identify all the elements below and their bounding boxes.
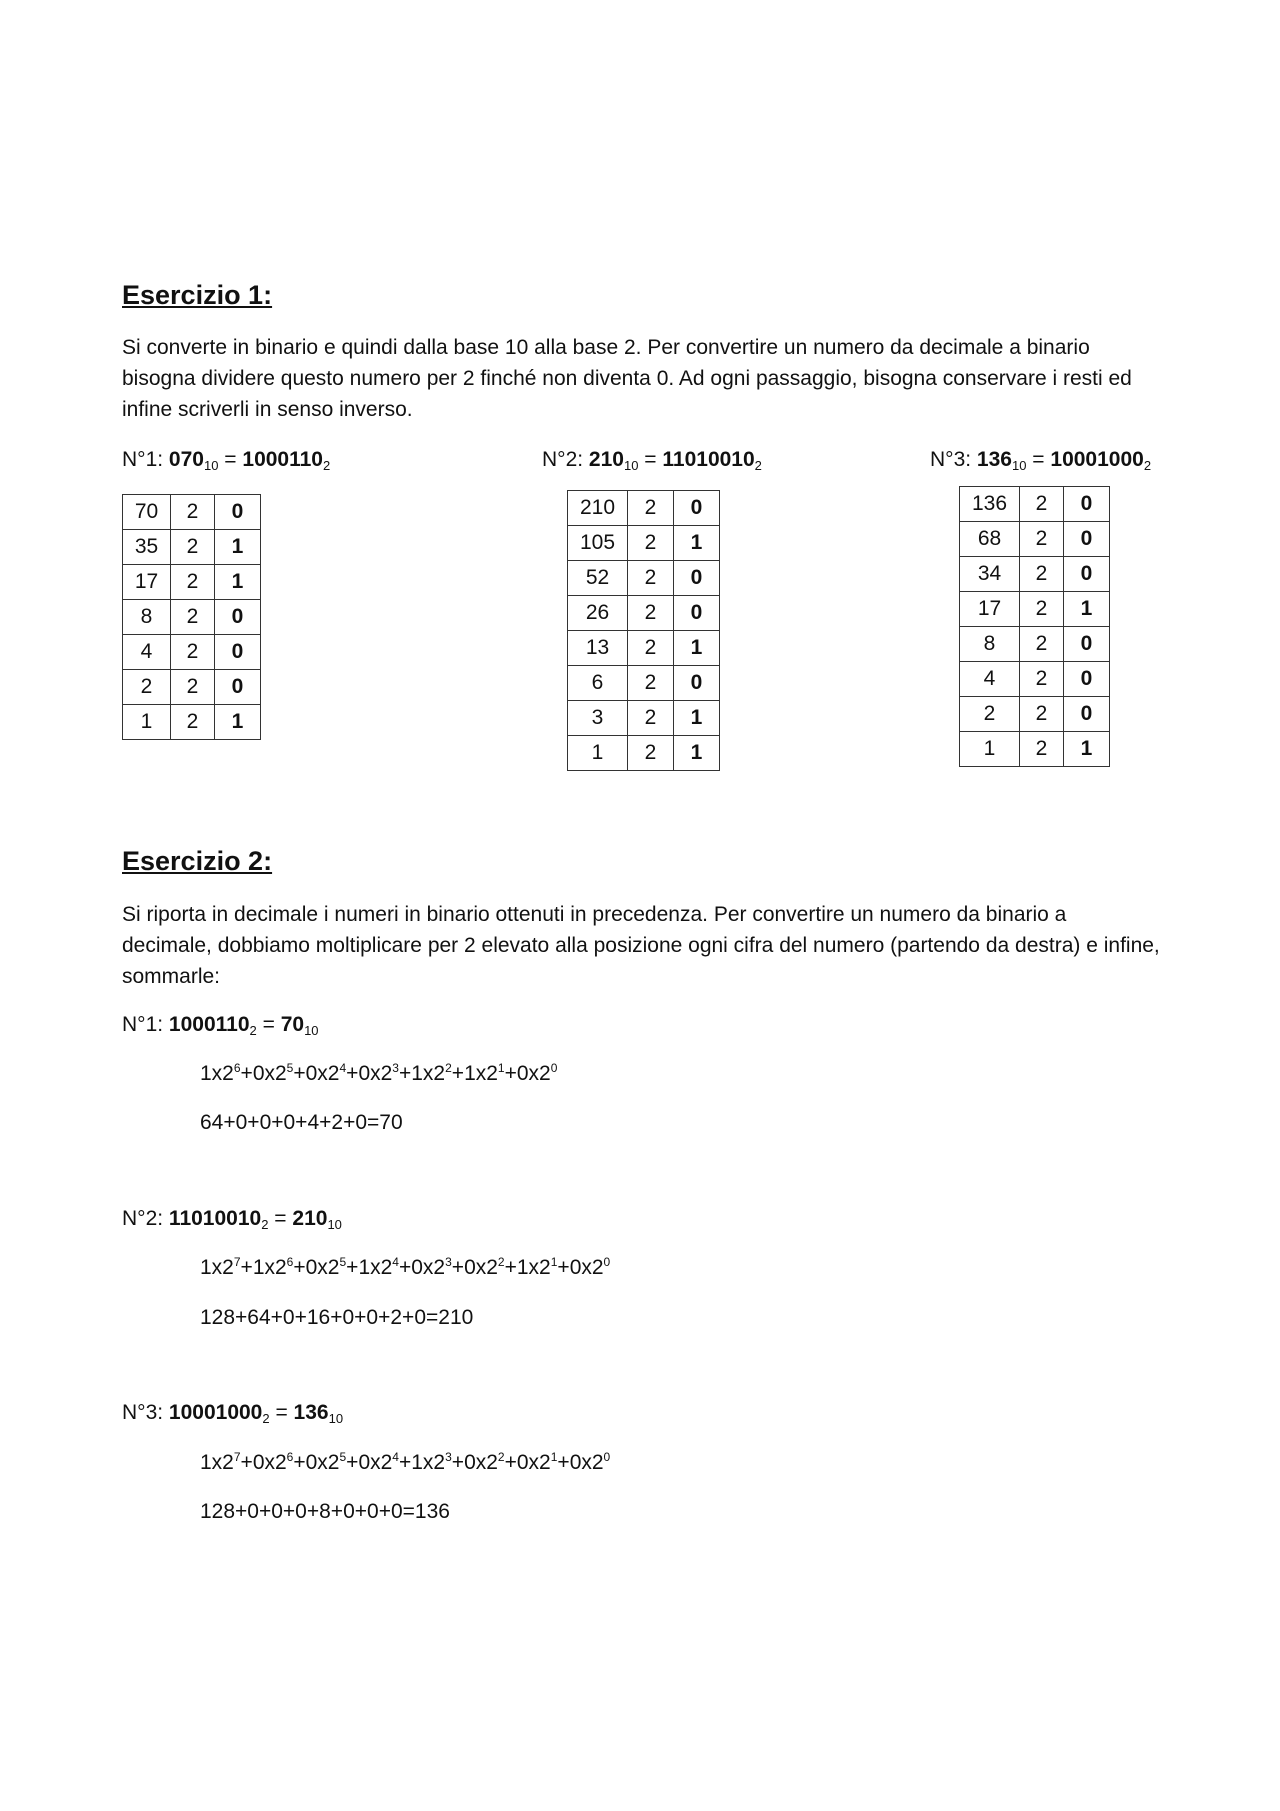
term-coefficient: 1x2 — [200, 1256, 234, 1279]
equals-sign: = — [644, 448, 657, 471]
term-exponent: 3 — [445, 1450, 452, 1464]
term-coefficient: 1x2 — [252, 1256, 287, 1279]
decimal-value: 210 — [292, 1207, 328, 1230]
term-coefficient: 0x2 — [569, 1256, 604, 1279]
term-exponent: 0 — [603, 1450, 611, 1464]
term-exponent: 0 — [603, 1255, 611, 1269]
divisor-cell: 2 — [1020, 662, 1064, 697]
table-row — [568, 561, 720, 596]
remainder-cell: 0 — [674, 596, 720, 631]
term-exponent: 4 — [392, 1255, 399, 1269]
term-separator: + — [451, 1451, 465, 1474]
expansion-formula-1 — [200, 1062, 557, 1086]
term-exponent: 4 — [339, 1061, 347, 1075]
reverse-conversion-3-header — [122, 1401, 343, 1425]
term-coefficient: 1x2 — [516, 1256, 551, 1279]
exercise-2-title: Esercizio 2: — [122, 846, 273, 876]
conversion-label: N°1: — [122, 1013, 164, 1036]
term-exponent: 5 — [339, 1450, 347, 1464]
dividend-cell: 210 — [568, 491, 628, 526]
decimal-value: 136 — [293, 1401, 329, 1424]
term-separator: + — [504, 1256, 517, 1279]
term-exponent: 7 — [233, 1255, 241, 1269]
table-row — [123, 495, 261, 530]
term-coefficient: 1x2 — [411, 1451, 446, 1474]
remainder-cell: 0 — [1064, 557, 1110, 592]
remainder-cell: 0 — [215, 600, 261, 635]
exercise-2-intro: Si riporta in decimale i numeri in binario ottenuti in precedenza. Per convertire un numero da binario a decimale, dobbiamo moltiplicare per 2 elevato alla posizione ogni cifra del numero (partendo da destra) e infine, sommarle: — [122, 903, 1160, 988]
table-row — [568, 666, 720, 701]
term-separator: + — [293, 1451, 306, 1474]
divisor-cell: 2 — [628, 666, 674, 701]
table-row — [568, 631, 720, 666]
remainder-cell: 1 — [674, 526, 720, 561]
conversion-label: N°2: — [542, 448, 584, 471]
dividend-cell: 8 — [960, 627, 1020, 662]
binary-value: 11010010 — [168, 1207, 262, 1230]
remainder-cell: 1 — [674, 631, 720, 666]
term-separator: + — [240, 1451, 253, 1474]
table-row — [960, 487, 1110, 522]
binary-value: 1000110 — [168, 1013, 250, 1036]
term-coefficient: 0x2 — [305, 1256, 340, 1279]
remainder-cell: 0 — [674, 491, 720, 526]
term-exponent: 6 — [286, 1255, 294, 1269]
expansion-formula-3 — [200, 1451, 610, 1475]
term-exponent: 3 — [392, 1061, 399, 1075]
decimal-value: 070 — [168, 448, 204, 471]
term-separator: + — [240, 1256, 253, 1279]
remainder-cell: 0 — [215, 495, 261, 530]
remainder-cell: 0 — [1064, 487, 1110, 522]
base-subscript: 2 — [261, 1217, 269, 1232]
dividend-cell: 136 — [960, 487, 1020, 522]
remainder-cell: 0 — [1064, 697, 1110, 732]
expansion-sum-1: 64+0+0+0+4+2+0=70 — [200, 1111, 403, 1134]
exercise-1-intro: Si converte in binario e quindi dalla base 10 alla base 2. Per convertire un numero da decimale a binario bisogna dividere questo numero per 2 finché non diventa 0. Ad ogni passaggio, bisogna conservare i resti ed infine scriverli in senso inverso. — [122, 336, 1132, 421]
dividend-cell: 1 — [123, 705, 171, 740]
term-coefficient: 0x2 — [305, 1062, 340, 1085]
decimal-value: 210 — [588, 448, 624, 471]
table-row — [960, 697, 1110, 732]
dividend-cell: 4 — [960, 662, 1020, 697]
term-coefficient: 1x2 — [464, 1062, 498, 1085]
table-row — [123, 565, 261, 600]
base-subscript: 10 — [304, 1023, 319, 1038]
table-row — [123, 600, 261, 635]
base-subscript: 2 — [262, 1411, 270, 1426]
binary-value: 10001000 — [1050, 448, 1144, 471]
term-exponent: 7 — [233, 1450, 241, 1464]
term-separator: + — [346, 1256, 359, 1279]
table-row — [960, 627, 1110, 662]
term-separator: + — [293, 1062, 306, 1085]
term-coefficient: 0x2 — [252, 1451, 287, 1474]
decimal-value: 70 — [280, 1013, 305, 1036]
equals-sign: = — [275, 1401, 288, 1424]
remainder-cell: 0 — [674, 666, 720, 701]
divisor-cell: 2 — [1020, 557, 1064, 592]
division-table-3 — [959, 486, 1110, 767]
dividend-cell: 34 — [960, 557, 1020, 592]
term-separator: + — [504, 1451, 517, 1474]
binary-value: 11010010 — [662, 448, 755, 471]
dividend-cell: 1 — [960, 732, 1020, 767]
divisor-cell: 2 — [171, 600, 215, 635]
table-row — [960, 662, 1110, 697]
remainder-cell: 0 — [215, 670, 261, 705]
dividend-cell: 26 — [568, 596, 628, 631]
remainder-cell: 0 — [674, 561, 720, 596]
divisor-cell: 2 — [1020, 592, 1064, 627]
term-coefficient: 1x2 — [358, 1256, 393, 1279]
remainder-cell: 1 — [1064, 732, 1110, 767]
dividend-cell: 13 — [568, 631, 628, 666]
dividend-cell: 2 — [960, 697, 1020, 732]
base-subscript: 10 — [623, 458, 639, 473]
table-row — [568, 596, 720, 631]
dividend-cell: 6 — [568, 666, 628, 701]
term-exponent: 1 — [550, 1255, 558, 1269]
term-exponent: 5 — [286, 1061, 294, 1075]
divisor-cell: 2 — [171, 565, 215, 600]
table-row — [123, 530, 261, 565]
term-separator: + — [293, 1256, 306, 1279]
base-subscript: 10 — [327, 1217, 342, 1232]
exercise-1-title: Esercizio 1: — [122, 280, 273, 310]
remainder-cell: 1 — [1064, 592, 1110, 627]
conversion-label: N°2: — [122, 1207, 164, 1230]
base-subscript: 2 — [1143, 458, 1152, 473]
term-exponent: 2 — [497, 1255, 505, 1269]
term-separator: + — [557, 1256, 570, 1279]
expansion-sum-3: 128+0+0+0+8+0+0+0=136 — [200, 1500, 450, 1523]
dividend-cell: 52 — [568, 561, 628, 596]
term-separator: + — [451, 1256, 465, 1279]
term-exponent: 6 — [286, 1450, 294, 1464]
expansion-formula-2 — [200, 1256, 610, 1280]
term-exponent: 4 — [392, 1450, 399, 1464]
divisor-cell: 2 — [171, 495, 215, 530]
table-row — [960, 592, 1110, 627]
remainder-cell: 1 — [674, 701, 720, 736]
dividend-cell: 17 — [123, 565, 171, 600]
binary-value: 10001000 — [168, 1401, 263, 1424]
divisor-cell: 2 — [628, 631, 674, 666]
remainder-cell: 0 — [215, 635, 261, 670]
term-exponent: 6 — [233, 1061, 241, 1075]
base-subscript: 10 — [328, 1411, 344, 1426]
equals-sign: = — [262, 1013, 275, 1036]
term-coefficient: 1x2 — [200, 1451, 234, 1474]
table-row — [960, 732, 1110, 767]
table-row — [568, 491, 720, 526]
table-row — [123, 670, 261, 705]
term-coefficient: 0x2 — [252, 1062, 287, 1085]
term-exponent: 5 — [339, 1255, 347, 1269]
term-separator: + — [398, 1256, 412, 1279]
term-coefficient: 1x2 — [200, 1062, 234, 1085]
table-row — [568, 701, 720, 736]
table-row — [960, 522, 1110, 557]
dividend-cell: 68 — [960, 522, 1020, 557]
base-subscript: 10 — [1011, 458, 1027, 473]
term-coefficient: 0x2 — [358, 1062, 393, 1085]
base-subscript: 2 — [754, 458, 762, 473]
term-exponent: 1 — [550, 1450, 558, 1464]
divisor-cell: 2 — [1020, 732, 1064, 767]
term-coefficient: 0x2 — [464, 1451, 498, 1474]
base-subscript: 10 — [203, 458, 219, 473]
dividend-cell: 3 — [568, 701, 628, 736]
reverse-conversion-2-header — [122, 1207, 342, 1231]
conversion-label: N°1: — [122, 448, 164, 471]
term-coefficient: 0x2 — [464, 1256, 498, 1279]
term-exponent: 3 — [445, 1255, 452, 1269]
divisor-cell: 2 — [628, 736, 674, 771]
term-exponent: 2 — [497, 1450, 505, 1464]
term-exponent: 2 — [445, 1061, 452, 1075]
base-subscript: 2 — [323, 458, 331, 473]
divisor-cell: 2 — [628, 561, 674, 596]
remainder-cell: 0 — [1064, 662, 1110, 697]
divisor-cell: 2 — [1020, 487, 1064, 522]
dividend-cell: 4 — [123, 635, 171, 670]
table-row — [123, 635, 261, 670]
divisor-cell: 2 — [171, 530, 215, 565]
term-exponent: 1 — [497, 1061, 505, 1075]
decimal-value: 136 — [976, 448, 1012, 471]
equals-sign: = — [1032, 448, 1045, 471]
remainder-cell: 1 — [674, 736, 720, 771]
remainder-cell: 1 — [215, 530, 261, 565]
table-row — [960, 557, 1110, 592]
conversion-1-header — [122, 448, 330, 472]
conversion-label: N°3: — [122, 1401, 164, 1424]
dividend-cell: 35 — [123, 530, 171, 565]
remainder-cell: 0 — [1064, 522, 1110, 557]
term-separator: + — [346, 1451, 359, 1474]
dividend-cell: 17 — [960, 592, 1020, 627]
binary-value: 1000110 — [242, 448, 323, 471]
term-separator: + — [398, 1451, 412, 1474]
term-coefficient: 0x2 — [305, 1451, 340, 1474]
term-separator: + — [240, 1062, 253, 1085]
term-separator: + — [451, 1062, 465, 1085]
divisor-cell: 2 — [628, 596, 674, 631]
dividend-cell: 8 — [123, 600, 171, 635]
term-coefficient: 1x2 — [411, 1062, 446, 1085]
dividend-cell: 2 — [123, 670, 171, 705]
table-row — [568, 736, 720, 771]
division-table-1 — [122, 494, 261, 740]
equals-sign: = — [274, 1207, 287, 1230]
divisor-cell: 2 — [171, 705, 215, 740]
term-coefficient: 0x2 — [358, 1451, 393, 1474]
term-separator: + — [346, 1062, 359, 1085]
divisor-cell: 2 — [628, 701, 674, 736]
divisor-cell: 2 — [171, 670, 215, 705]
base-subscript: 2 — [249, 1023, 257, 1038]
term-separator: + — [504, 1062, 517, 1085]
divisor-cell: 2 — [1020, 697, 1064, 732]
term-coefficient: 0x2 — [516, 1451, 551, 1474]
conversion-2-header — [542, 448, 762, 472]
table-row — [568, 526, 720, 561]
term-separator: + — [398, 1062, 412, 1085]
term-coefficient: 0x2 — [411, 1256, 446, 1279]
conversion-label: N°3: — [930, 448, 972, 471]
term-coefficient: 0x2 — [569, 1451, 604, 1474]
divisor-cell: 2 — [1020, 522, 1064, 557]
conversion-3-header — [930, 448, 1151, 472]
divisor-cell: 2 — [171, 635, 215, 670]
reverse-conversion-1-header — [122, 1013, 319, 1037]
term-exponent: 0 — [550, 1061, 558, 1075]
divisor-cell: 2 — [628, 491, 674, 526]
dividend-cell: 70 — [123, 495, 171, 530]
term-separator: + — [557, 1451, 570, 1474]
division-table-2 — [567, 490, 720, 771]
dividend-cell: 105 — [568, 526, 628, 561]
remainder-cell: 1 — [215, 565, 261, 600]
divisor-cell: 2 — [1020, 627, 1064, 662]
divisor-cell: 2 — [628, 526, 674, 561]
table-row — [123, 705, 261, 740]
remainder-cell: 1 — [215, 705, 261, 740]
term-coefficient: 0x2 — [516, 1062, 551, 1085]
dividend-cell: 1 — [568, 736, 628, 771]
remainder-cell: 0 — [1064, 627, 1110, 662]
equals-sign: = — [224, 448, 237, 471]
expansion-sum-2: 128+64+0+16+0+0+2+0=210 — [200, 1306, 474, 1329]
